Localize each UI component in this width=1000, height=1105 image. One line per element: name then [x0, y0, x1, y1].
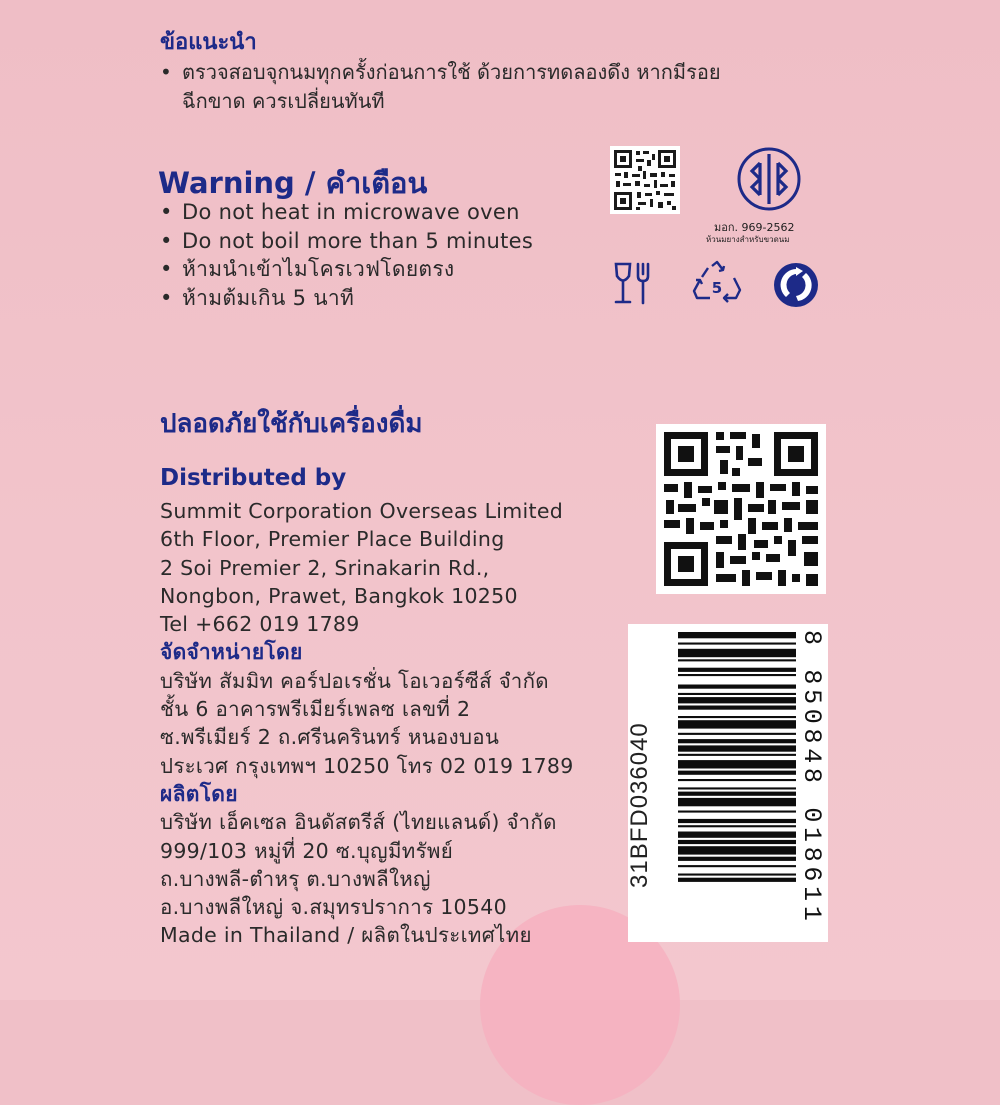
address-line: 6th Floor, Premier Place Building — [160, 527, 505, 552]
address-line: อ.บางพลีใหญ่ จ.สมุทรปราการ 10540 — [160, 895, 507, 920]
barcode-bar — [678, 643, 796, 645]
address-line: บริษัท สัมมิท คอร์ปอเรชั่น โอเวอร์ซีส์ จำกัด — [160, 668, 549, 693]
barcode-number: 8 850848 018611 — [797, 630, 826, 926]
address-line: Nongbon, Prawet, Bangkok 10250 — [160, 583, 518, 608]
barcode-bar — [678, 659, 796, 661]
address-line: 999/103 หมู่ที่ 20 ซ.บุญมีทรัพย์ — [160, 838, 454, 863]
barcode-bar — [678, 825, 796, 827]
barcode-bar — [678, 745, 796, 751]
barcode-bar — [678, 811, 796, 813]
tis-standard-caption: ห้วนมยางสำหรับขวดนม — [706, 235, 790, 244]
barcode-bar — [678, 706, 796, 710]
barcode-bar — [678, 840, 796, 844]
barcode-bar — [678, 878, 796, 882]
barcode-bar — [678, 697, 796, 703]
large-qr-code — [656, 424, 826, 594]
barcode-bar — [678, 798, 796, 806]
barcode-bar — [678, 771, 796, 775]
barcode-bar — [678, 874, 796, 876]
made-in-line: Made in Thailand / ผลิตในประเทศไทย — [160, 923, 532, 948]
food-safe-icon — [610, 261, 656, 311]
barcode-bar — [678, 792, 796, 796]
recycle-5-icon — [690, 260, 744, 312]
distributor-title: Distributed by — [160, 465, 347, 491]
barcode-bar — [678, 668, 796, 672]
barcode-bar — [678, 787, 796, 789]
warning-item: • Do not boil more than 5 minutes — [160, 228, 534, 253]
address-line: ชั้น 6 อาคารพรีเมียร์เพลซ เลขที่ 2 — [160, 697, 471, 722]
distributor-block — [160, 497, 574, 950]
barcode-bar — [678, 649, 796, 657]
warning-title: Warning / คำเตือน — [158, 166, 428, 200]
barcode-bar — [678, 819, 796, 823]
barcode-bar — [678, 865, 796, 867]
advice-text: • ตรวจสอบจุกนมทุกครั้งก่อนการใช้ ด้วยการทดลองดึง หากมีรอย ฉีกขาด ควรเปลี่ยนทันที — [160, 60, 721, 113]
advice-line-1: ตรวจสอบจุกนมทุกครั้งก่อนการใช้ ด้วยการทดลองดึง หากมีรอย — [182, 60, 721, 84]
barcode-bar — [678, 754, 796, 756]
address-line: บริษัท เอ็คเซล อินดัสตรีส์ (ไทยแลนด์) จำกัด — [160, 810, 557, 835]
recycle-number: 5 — [711, 279, 723, 297]
warning-item: • Do not heat in microwave oven — [160, 200, 520, 224]
barcode-bar — [678, 685, 796, 689]
small-qr-code — [610, 146, 680, 214]
barcode-bar — [678, 720, 796, 728]
barcode-bar — [678, 760, 796, 768]
safe-for-drinks-text: ปลอดภัยใช้กับเครื่องดื่ม — [160, 409, 423, 439]
barcode-bar — [678, 733, 796, 735]
address-line: Summit Corporation Overseas Limited — [160, 499, 564, 523]
barcode-bar — [678, 779, 796, 781]
advice-title: ข้อแนะนำ — [160, 30, 257, 55]
barcode-bar — [678, 857, 796, 861]
address-line: ประเวศ กรุงเทพฯ 10250 โทร 02 019 1789 — [160, 753, 574, 778]
product-code: 31BFD036040 — [626, 722, 653, 888]
green-dot-recycle-icon — [772, 261, 820, 313]
address-line: ซ.พรีเมียร์ 2 ถ.ศรีนครินทร์ หนองบอน — [160, 725, 500, 750]
address-line: Tel +662 019 1789 — [160, 612, 360, 637]
tis-standard-mark-icon — [736, 146, 802, 216]
warning-item: • ห้ามต้มเกิน 5 นาที — [160, 285, 355, 310]
advice-line-2: ฉีกขาด ควรเปลี่ยนทันที — [182, 89, 385, 113]
tis-standard-code: มอก. 969-2562 — [714, 221, 795, 234]
warning-list — [160, 198, 533, 312]
barcode-bar — [678, 693, 796, 695]
address-line: 2 Soi Premier 2, Srinakarin Rd., — [160, 555, 490, 580]
address-line: ถ.บางพลี-ตำหรุ ต.บางพลีใหญ่ — [160, 866, 431, 891]
warning-item: • ห้ามนำเข้าไมโครเวฟโดยตรง — [160, 257, 455, 281]
manufacturer-title: ผลิตโดย — [160, 781, 238, 806]
barcode-bar — [678, 846, 796, 854]
barcode-bar — [678, 674, 796, 676]
distributor-th-title: จัดจำหน่ายโดย — [160, 640, 303, 665]
barcode-bar — [678, 739, 796, 743]
barcode-bar — [678, 716, 796, 718]
barcode-bar — [678, 832, 796, 838]
barcode-bar — [678, 632, 796, 638]
